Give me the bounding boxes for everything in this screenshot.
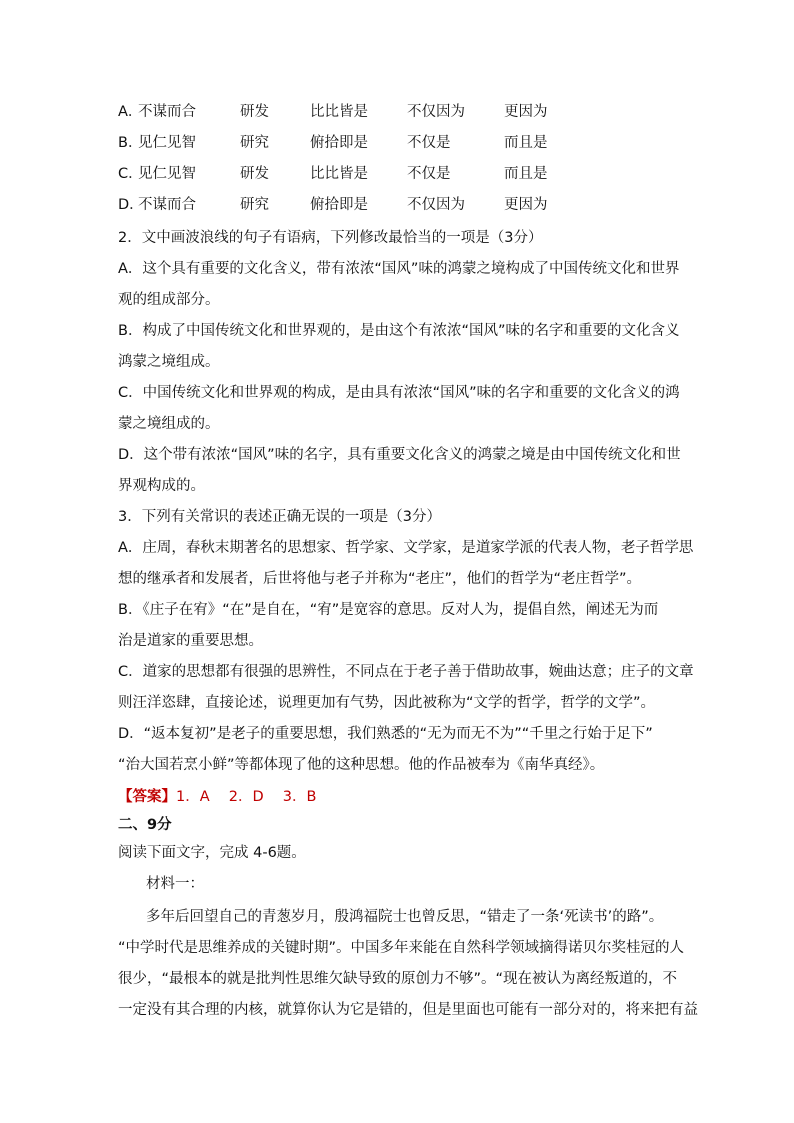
option-letter: C．	[118, 166, 143, 182]
option-word-4: 不仅是	[407, 135, 451, 151]
q3-option-b-cont: 治是道家的重要思想。	[118, 633, 263, 649]
q1-option-d	[118, 195, 678, 215]
question-2-stem: 2．文中画波浪线的句子有语病，下列修改最恰当的一项是（3分）	[118, 230, 543, 246]
q2-option-b: B．构成了中国传统文化和世界观的，是由这个有浓浓“国风”味的名字和重要的文化含义	[118, 323, 680, 339]
option-word-5: 而且是	[504, 135, 548, 151]
option-letter: B．	[118, 135, 143, 151]
option-word-2: 研究	[240, 197, 269, 213]
q3-option-c-cont: 则汪洋恣肆，直接论述，说理更加有气势，因此被称为“文学的哲学，哲学的文学”。	[118, 695, 656, 711]
answer-line	[118, 787, 316, 807]
q2-option-d-cont: 界观构成的。	[118, 478, 205, 494]
section-2-title: 二、9分	[118, 817, 172, 833]
option-letter: D．	[118, 197, 144, 213]
q1-option-b	[118, 133, 678, 153]
q3-option-d: D．“返本复初”是老子的重要思想，我们熟悉的“无为而无不为”“千里之行始于足下”	[118, 726, 653, 742]
option-word-3: 比比皆是	[310, 104, 368, 120]
q3-option-a-cont: 想的继承者和发展者，后世将他与老子并称为“老庄”，他们的哲学为“老庄哲学”。	[118, 571, 642, 587]
option-word-2: 研发	[240, 104, 269, 120]
q2-option-a: A．这个具有重要的文化含义，带有浓浓“国风”味的鸿蒙之境构成了中国传统文化和世界	[118, 261, 680, 277]
option-word-5: 而且是	[504, 166, 548, 182]
option-word-4: 不仅因为	[407, 197, 465, 213]
answer-tag: 【答案】	[118, 789, 176, 805]
passage-line: “中学时代是思维养成的关键时期”。中国多年来能在自然科学领域摘得诺贝尔奖桂冠的人	[118, 940, 685, 956]
option-word-1: 见仁见智	[138, 166, 196, 182]
answer-text: 1．A 2．D 3．B	[176, 789, 317, 805]
option-word-4: 不仅是	[407, 166, 451, 182]
option-word-3: 俯拾即是	[310, 135, 368, 151]
option-word-1: 见仁见智	[138, 135, 196, 151]
passage-line: 很少，“最根本的就是批判性思维欠缺导致的原创力不够”。“现在被认为离经叛道的，不	[118, 971, 678, 987]
q3-option-c: C．道家的思想都有很强的思辨性，不同点在于老子善于借助故事，婉曲达意；庄子的文章	[118, 664, 694, 680]
q2-option-c: C．中国传统文化和世界观的构成，是由具有浓浓“国风”味的名字和重要的文化含义的鸿	[118, 385, 680, 401]
option-word-1: 不谋而合	[138, 197, 196, 213]
q2-option-a-cont: 观的组成部分。	[118, 292, 220, 308]
passage-line: 一定没有其合理的内核，就算你认为它是错的，但是里面也可能有一部分对的，将来把有益	[118, 1002, 698, 1018]
option-word-1: 不谋而合	[138, 104, 196, 120]
option-word-4: 不仅因为	[407, 104, 465, 120]
option-word-2: 研发	[240, 166, 269, 182]
q3-option-d-cont: “治大国若烹小鲜”等都体现了他的这种思想。他的作品被奉为《南华真经》。	[118, 757, 605, 773]
material-label: 材料一：	[146, 876, 204, 892]
option-word-3: 比比皆是	[310, 166, 368, 182]
q2-option-c-cont: 蒙之境组成的。	[118, 416, 220, 432]
section-2-instruction: 阅读下面文字，完成 4-6题。	[118, 845, 306, 861]
q2-option-d: D．这个带有浓浓“国风”味的名字，具有重要文化含义的鸿蒙之境是由中国传统文化和世	[118, 447, 681, 463]
option-word-5: 更因为	[504, 197, 548, 213]
passage-line: 多年后回望自己的青葱岁月，殷鸿福院士也曾反思，“错走了一条‘死读书’的路”。	[146, 909, 664, 925]
q2-option-b-cont: 鸿蒙之境组成。	[118, 354, 220, 370]
q1-option-c	[118, 164, 678, 184]
option-word-3: 俯拾即是	[310, 197, 368, 213]
q1-option-a	[118, 102, 678, 122]
option-word-5: 更因为	[504, 104, 548, 120]
q3-option-a: A．庄周，春秋末期著名的思想家、哲学家、文学家，是道家学派的代表人物，老子哲学思	[118, 540, 694, 556]
option-letter: A．	[118, 104, 143, 120]
question-3-stem: 3．下列有关常识的表述正确无误的一项是（3分）	[118, 509, 441, 525]
q3-option-b: B．《庄子在宥》“在”是自在，“宥”是宽容的意思。反对人为，提倡自然，阐述无为而	[118, 602, 659, 618]
option-word-2: 研究	[240, 135, 269, 151]
